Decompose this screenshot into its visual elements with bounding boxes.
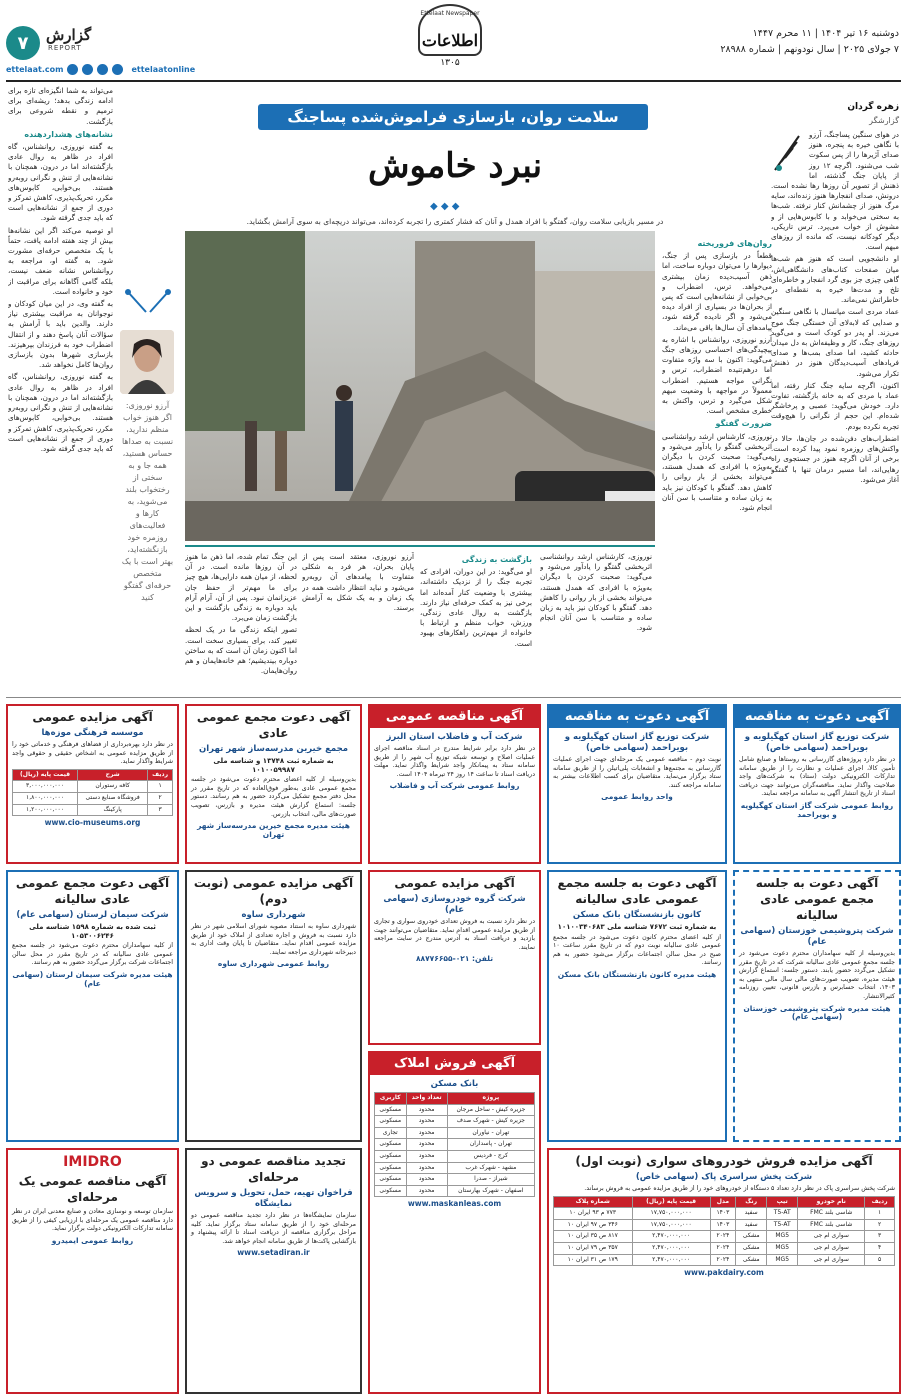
ad-title: آگهی دعوت مجمع عمومی عادی سالیانه <box>15 876 170 906</box>
table-cell: ۱,۸۰۰,۰۰۰,۰۰۰ <box>13 792 78 804</box>
table-cell: ۵ <box>865 1254 895 1266</box>
page-header <box>0 0 907 98</box>
table-cell: فروشگاه صنایع دستی <box>78 792 148 804</box>
table-header: ردیف <box>148 769 173 781</box>
ad-registration: به شماره ثبت ۱۳۷۴۸ و شناسه ملی ۱۰۱۰۰۵۹۹۸۷ <box>213 757 334 774</box>
ad-company: شرکت پتروشیمی خوزستان (سهامی عام) <box>740 926 894 947</box>
social-handle[interactable]: ettelaatonline <box>131 65 196 74</box>
ad-body: در نظر دارد بهره‌برداری از فضاهای فرهنگی و خدماتی خود را از طریق مزایده عمومی به اشخاص حقیقی و حقوقی واجد شرایط واگذار نماید. <box>12 741 173 766</box>
ad-tender-exhibition <box>185 1148 362 1394</box>
article-photo <box>185 231 655 541</box>
ad-company: فراخوان تهیه، حمل، تحویل و سرویس نمایشگاه <box>194 1188 353 1209</box>
table-cell: مسکونی <box>375 1162 407 1174</box>
ad-table <box>12 769 173 816</box>
table-row <box>554 1231 895 1243</box>
table-cell: ۲,۴۷۰,۰۰۰,۰۰۰ <box>632 1254 710 1266</box>
ad-assembly-bank <box>547 870 727 1142</box>
ad-body: بدین‌وسیله از کلیه سهامداران محترم دعوت می‌شود در جلسه مجمع عمومی عادی سالیانه شرکت که در تاریخ مقرر تشکیل می‌گردد حضور یابند. دستور جلسه: استماع گزارش هیئت مدیره، تصویب صورت‌های مالی سال مالی منتهی به ۱۴۰۳، انتخاب حسابرس و بازرس قانونی، تعیین روزنامه کثیرالانتشار. <box>739 950 895 1000</box>
ad-body: در نظر دارد نسبت به فروش تعدادی خودروی سواری و تجاری از طریق مزایده عمومی اقدام نماید. متقاضیان می‌توانند جهت بازدید و دریافت اسناد به آدرس مندرج در سایت مراجعه نمایند. <box>374 918 535 951</box>
paragraph: نوروزی، کارشناس ارشد روانشناسی اثربخشی گفتگو را یادآور می‌شود و می‌گوید: صحبت کردن با دیگران به‌ویژه با افرادی که همدل هستند، می‌تواند بخشی از بار روانی را کاهش دهد. گفتگو با کودکان نیز باید به زبان ساده و متناسب با سن آنان انجام شود. <box>662 431 772 513</box>
table-header: نام خودرو <box>798 1196 865 1208</box>
table-cell: ۷۷۳ م ۹۳ ایران ۱۰ <box>554 1208 633 1220</box>
ad-title: آگهی دعوت به جلسه مجمع عمومی عادی سالیانه <box>557 876 717 906</box>
ad-footer[interactable]: www.setadiran.ir <box>237 1248 310 1258</box>
ad-tender-2 <box>547 704 727 864</box>
ad-body: بدین‌وسیله از کلیه اعضای محترم دعوت می‌شود در جلسه مجمع عمومی عادی به‌طور فوق‌العاده که در تاریخ مقرر در محل دفتر مجمع تشکیل می‌گردد حضور به هم رسانند. دستور جلسه: استماع گزارش هیئت مدیره و بازرس، تصویب صورت‌های مالی، انتخاب بازرس. <box>191 776 356 818</box>
table-header: شماره پلاک <box>554 1196 633 1208</box>
table-cell: ۳۴۶ ص ۹۷ ایران ۱۰ <box>554 1219 633 1231</box>
subheading: ضرورت گفتگو <box>715 419 772 429</box>
table-cell: تجاری <box>375 1127 407 1139</box>
ad-registration: ثبت شده به شماره ۱۵۹۸ شناسه ملی ۱۰۵۳۰۰۶۲۴۶ <box>29 923 156 940</box>
ad-company: مجمع خیرین مدرسه‌ساز شهر تهران <box>199 744 348 754</box>
ad-footer[interactable]: www.cio-museums.org <box>44 818 141 828</box>
ad-property-sale <box>368 1051 541 1394</box>
header-divider <box>6 80 901 82</box>
table-cell: مسکونی <box>375 1150 407 1162</box>
ad-footer: تلفن: ۰۲۱-۸۸۷۷۶۶۵۵ <box>415 954 494 964</box>
table-cell: کافه رستوران <box>78 781 148 793</box>
table-cell: تهران - پاسداران <box>447 1139 534 1151</box>
table-cell: مسکونی <box>375 1104 407 1116</box>
paragraph: عماد مردی است میانسال با نگاهی سنگین و صدایی که لابه‌لای آن خستگی جنگ موج می‌زند. او پدر دو کودک است و می‌گوید روزهای جنگ، کار و وظیفه‌اش به دل میدان حادثه کشید، اما صدای بمب‌ها و صدای فریادهای آسیب‌دیدگان هنوز در ذهنش تکرار می‌شود. <box>771 307 899 378</box>
table-cell: محدود <box>406 1162 447 1174</box>
pins-icon <box>120 288 176 316</box>
article-lede: در مسیر بازیابی سلامت روان، گفتگو با افراد همدل و آنان که فشار کمتری را تجربه کرده‌اند، می‌تواند دریچه‌ای به سوی آرامش بگشاید. <box>246 217 664 226</box>
table-row <box>375 1127 535 1139</box>
table-cell: اصفهان - شهرک بهارستان <box>447 1185 534 1197</box>
ad-title: آگهی دعوت به مناقصه <box>735 706 899 728</box>
table-cell: محدود <box>406 1139 447 1151</box>
table-cell: سواری ام جی <box>798 1254 865 1266</box>
table-cell: ۱۴۰۳ <box>710 1208 735 1220</box>
ad-auction-cars <box>547 1148 901 1394</box>
table-cell: T5-AT <box>767 1208 798 1220</box>
ad-company: شرکت آب و فاضلاب استان البرز <box>386 732 523 742</box>
article-column-center <box>662 236 772 691</box>
table-cell: ۸۱۷ ص ۳۵ ایران ۱۰ <box>554 1231 633 1243</box>
table-cell: ۲۰۲۴ <box>710 1231 735 1243</box>
ad-body: از کلیه سهامداران محترم دعوت می‌شود در جلسه مجمع عمومی عادی سالیانه که در تاریخ مقرر در محل سالن اجتماعات شرکت برگزار می‌گردد حضور به هم رسانند. <box>12 942 173 967</box>
table-row <box>13 781 173 793</box>
table-row <box>13 792 173 804</box>
paragraph: آرزو نوروزی، روانشناس با اشاره به پیچیدگی‌های احساسی روزهای جنگ می‌گوید: اکنون با سه واژه متفاوت اما درهم‌تنیده اضطراب، ترس و نگرانی مواجه هستیم. اضطراب معمولاً در مواجهه با وضعیت مبهم شکل می‌گیرد و ترس، واکنش به خطری مشخص است. <box>662 334 772 416</box>
website-link[interactable]: ettelaat.com <box>6 65 64 74</box>
table-cell: مسکونی <box>375 1185 407 1197</box>
ad-title: آگهی مزایده فروش خودروهای سواری (نوبت اول) <box>575 1154 873 1168</box>
ad-title: تجدید مناقصه عمومی دو مرحله‌ای <box>201 1154 346 1184</box>
table-cell: ۱۴۰۳ <box>710 1219 735 1231</box>
ad-title: آگهی مناقصه عمومی یک مرحله‌ای <box>18 1174 167 1204</box>
table-cell: شاسی بلند FMC <box>798 1219 865 1231</box>
subheading: نشانه‌های هشداردهنده <box>24 129 113 139</box>
ad-tender-3 <box>368 704 541 864</box>
ad-body: سازمان توسعه و نوسازی معادن و صنایع معدنی ایران در نظر دارد مناقصه عمومی یک مرحله‌ای با ارزیابی کیفی را از طریق سامانه تدارکات الکترونیکی دولت برگزار نماید. <box>12 1208 173 1233</box>
ad-body: در نظر دارد برابر شرایط مندرج در اسناد مناقصه اجرای عملیات اصلاح و توسعه شبکه توزیع آب شهر را از طریق سامانه ستاد به پیمانکار واجد شرایط واگذار نماید. مهلت دریافت اسناد تا ساعت ۱۴ روز ۲۴ تیرماه ۱۴۰۴ است. <box>374 745 535 778</box>
masthead-name: اطلاعات <box>421 31 479 50</box>
table-cell: ۳۵۷ ص ۷۹ ایران ۱۰ <box>554 1242 633 1254</box>
table-header: مدل <box>710 1196 735 1208</box>
ad-assembly-cement <box>6 870 179 1142</box>
ad-footer: روابط عمومی شرکت آب و فاضلاب <box>389 781 520 791</box>
table-cell: تهران - نیاوران <box>447 1127 534 1139</box>
article-column-mid-left <box>302 552 414 692</box>
table-cell: MG5 <box>767 1242 798 1254</box>
ad-title: آگهی مزایده عمومی <box>394 876 515 890</box>
ad-auction-saveh <box>185 870 362 1142</box>
interviewee-photo <box>120 330 174 394</box>
table-cell: مشکی <box>736 1254 767 1266</box>
table-cell: ۱,۲۰۰,۰۰۰,۰۰۰ <box>13 804 78 816</box>
ad-tender-imidro <box>6 1148 179 1394</box>
table-row <box>554 1254 895 1266</box>
ad-footer: روابط عمومی شرکت گاز استان کهگیلویه و بویراحمد <box>740 800 894 819</box>
paragraph: به گفته نوروزی، روانشناس، گاه افراد در ظاهر به روال عادی بازگشته‌اند اما در درون، همچنان با نشانه‌هایی از تنش و نگرانی روبه‌رو هستند. بی‌خوابی، کابوس‌های مکرر، تحریک‌پذیری، کاهش تمرکز و دوری از جمع از نشانه‌هایی است که باید جدی گرفته شود. <box>8 142 113 223</box>
table-row <box>554 1208 895 1220</box>
table-header: ردیف <box>865 1196 895 1208</box>
table-row <box>13 804 173 816</box>
paragraph: اضطراب‌های دفن‌شده در جان‌ها، حالا در واکنش‌های روزمره نمود پیدا کرده است. برخی از آنان اگرچه هنوز در جستجوی راه رهایی‌اند، اما مسیر درمان تنها با گفتگو آغاز می‌شود. <box>771 433 899 484</box>
table-cell: مشکی <box>736 1242 767 1254</box>
ad-registration: به شماره ثبت ۷۶۷۲ شناسه ملی ۱۰۱۰۰۳۴۰۶۸۳ <box>557 923 717 931</box>
article-column-far-left <box>8 86 113 691</box>
paragraph: او توصیه می‌کند اگر این نشانه‌ها بیش از چند هفته ادامه یافت، حتماً با یک متخصص حرفه‌ای مشورت شود. به گفته او، مراجعه به روانشناس نشانه ضعف نیست، بلکه گامی آگاهانه برای مراقبت از خود و خانواده است. <box>8 225 113 296</box>
table-cell: شیراز - صدرا <box>447 1174 534 1186</box>
ad-title: آگهی دعوت به مناقصه <box>549 706 725 728</box>
table-cell: ۱۷,۷۵۰,۰۰۰,۰۰۰ <box>632 1208 710 1220</box>
table-cell: سفید <box>736 1208 767 1220</box>
ad-company: شرکت توزیع گاز استان کهگیلویه و بویراحمد (سهامی خاص) <box>744 732 890 753</box>
ad-company: شرکت گروه خودروسازی (سهامی عام) <box>383 894 526 915</box>
ad-footer: واحد روابط عمومی <box>601 792 673 802</box>
table-cell: ۳ <box>865 1231 895 1243</box>
paragraph: او دانشجویی است که هنوز هم شب‌ها میان صفحات کتاب‌های دانشگاهی‌اش، گاهی چیزی جز بوی گرد انفجار و خاطره‌ای تلخ و مدت‌ها خیره به نقطه‌ای در خاطراتش نمی‌ماند. <box>771 254 899 305</box>
table-row <box>375 1162 535 1174</box>
table-row <box>375 1150 535 1162</box>
table-cell: ۲۰۲۴ <box>710 1242 735 1254</box>
paragraph: اکنون، اگرچه سایه جنگ کنار رفته، اما عماد با مردی که به خانه بازگشته، تفاوت دارد. خودش می‌گوید: عصبی و پرخاشگر شده‌ام. این حجم از نگرانی را هیچ‌وقت تجربه نکرده بودم. <box>771 380 899 431</box>
ad-company: شرکت پخش سراسری پاک (سهامی خاص) <box>635 1172 813 1182</box>
ad-footer: هیئت مدیره شرکت پتروشیمی خوزستان (سهامی عام) <box>743 1003 891 1022</box>
ad-footer[interactable]: www.pakdairy.com <box>684 1268 764 1278</box>
table-cell: ۱۷,۷۵۰,۰۰۰,۰۰۰ <box>632 1219 710 1231</box>
paragraph: نوروزی، کارشناس ارشد روانشناسی اثربخشی گفتگو را یادآور می‌شود و می‌گوید: صحبت کردن با دیگران به‌ویژه با افرادی که همدل هستند، می‌تواند بخشی از بار روانی را کاهش دهد. گفتگو با کودکان نیز باید به زبان ساده و متناسب با سن آنان انجام شود. <box>540 552 652 633</box>
table-cell: مسکونی <box>375 1139 407 1151</box>
paragraph: او می‌گوید: در این دوران، افرادی که تجربه جنگ را از نزدیک داشته‌اند، بیشتری با وضعیت کنار آمده‌اند اما برخی نیز به کمک حرفه‌ای نیاز دارند. بازگشت به روال عادی زندگی، ورزش، خواب منظم و ارتباط با خانواده از مهم‌ترین راهکارهای بهبود است. <box>420 567 532 648</box>
paragraph: می‌تواند به شما انگیزه‌ای تازه برای ادامه زندگی بدهد؛ ریشه‌ای برای ترمیم و نقطه شروعی برای بازگشت. <box>8 86 113 126</box>
table-cell: پارکینگ <box>78 804 148 816</box>
table-cell: محدود <box>406 1185 447 1197</box>
table-header: رنگ <box>736 1196 767 1208</box>
table-cell: محدود <box>406 1127 447 1139</box>
table-row <box>375 1174 535 1186</box>
page-number-badge: ۷ <box>6 26 40 60</box>
table-cell: ۳,۰۰۰,۰۰۰,۰۰۰ <box>13 781 78 793</box>
table-row <box>554 1219 895 1231</box>
table-cell: جزیره کیش - ساحل مرجان <box>447 1104 534 1116</box>
article-column-mid-right <box>540 552 652 692</box>
table-cell: کرج - فردیس <box>447 1150 534 1162</box>
table-cell: ۱۷۹ ص ۳۱ ایران ۱۰ <box>554 1254 633 1266</box>
ad-table <box>553 1196 895 1267</box>
table-row <box>375 1116 535 1128</box>
table-cell: ۳ <box>148 804 173 816</box>
ad-footer: روابط عمومی شهرداری ساوه <box>217 959 330 969</box>
twitter-icon[interactable] <box>97 64 108 75</box>
table-header: کاربری <box>375 1093 407 1105</box>
table-row <box>375 1185 535 1197</box>
ad-company: موسسه فرهنگی موزه‌ها <box>41 728 144 738</box>
ad-company: شرکت توزیع گاز استان کهگیلویه و بویراحمد (سهامی خاص) <box>564 732 710 753</box>
table-cell: مشکی <box>736 1231 767 1243</box>
masthead-english: Ettelaat Newspaper <box>420 10 480 17</box>
section-name: گزارش <box>46 26 92 44</box>
ad-title: آگهی مناقصه عمومی <box>370 706 539 728</box>
table-header: پروژه <box>447 1093 534 1105</box>
table-header: قیمت پایه (ریال) <box>632 1196 710 1208</box>
issue-number: ۷ جولای ۲۰۲۵ | سال نودونهم | شماره ۲۸۹۸۸ <box>720 44 899 55</box>
ad-assembly-petrochem <box>733 870 901 1142</box>
table-cell: سواری ام جی <box>798 1231 865 1243</box>
table-cell: شاسی بلند FMC <box>798 1208 865 1220</box>
imidro-logo: IMIDRO <box>63 1154 122 1170</box>
table-row <box>375 1104 535 1116</box>
ad-title: آگهی مزایده عمومی (نوبت دوم) <box>193 876 354 906</box>
ad-company: کانون بازنشستگان بانک مسکن <box>572 910 702 920</box>
table-cell: مسکونی <box>375 1174 407 1186</box>
ad-body: در نظر دارد پروژه‌های گازرسانی به روستاها و صنایع شامل تأمین کالا، اجرای عملیات و نظارت را از طریق سامانه تدارکات الکترونیکی دولت (ستاد) به شرکت‌های واجد صلاحیت واگذار نماید. مناقصه‌گران می‌توانند جهت دریافت اسناد از تاریخ انتشار آگهی به سامانه مراجعه نمایند. <box>739 756 895 798</box>
ad-tender-1 <box>733 704 901 864</box>
table-cell: سواری ام جی <box>798 1242 865 1254</box>
instagram-icon[interactable] <box>67 64 78 75</box>
ad-footer: هیئت مدیره مجمع خیرین مدرسه‌ساز شهر تهران <box>197 821 350 839</box>
ad-company: بانک مسکن <box>430 1079 479 1089</box>
article-headline: نبرد خاموش <box>367 146 543 186</box>
ad-title: آگهی دعوت مجمع عمومی عادی <box>196 710 351 740</box>
ad-body: سازمان نمایشگاه‌ها در نظر دارد تجدید مناقصه عمومی دو مرحله‌ای خود را از طریق سامانه ستاد برگزار نماید. کلیه مراحل برگزاری مناقصه از دریافت اسناد تا ارائه پیشنهاد و بازگشایی پاکت‌ها از طریق سامانه انجام خواهد شد. <box>191 1212 356 1245</box>
ad-title: آگهی فروش املاک <box>370 1053 539 1075</box>
table-cell: ۱ <box>865 1208 895 1220</box>
table-cell: ۲,۴۷۰,۰۰۰,۰۰۰ <box>632 1231 710 1243</box>
ad-body: از کلیه اعضای محترم کانون دعوت می‌شود در جلسه مجمع عمومی عادی سالیانه نوبت دوم که در تاریخ مقرر ساعت ۱۰ صبح در محل سالن اجتماعات برگزار می‌شود حضور به هم رسانند. <box>553 933 721 967</box>
table-cell: ۲۰۲۴ <box>710 1254 735 1266</box>
article-column-mid <box>420 552 532 692</box>
article-column-right <box>771 130 899 690</box>
table-cell: MG5 <box>767 1231 798 1243</box>
ad-body: شهرداری ساوه به استناد مصوبه شورای اسلامی شهر در نظر دارد نسبت به فروش و اجاره تعدادی از املاک خود از طریق مزایده عمومی اقدام نماید. متقاضیان تا پایان وقت اداری به دبیرخانه شهرداری مراجعه نمایند. <box>191 923 356 956</box>
ad-auction-1 <box>6 704 179 864</box>
ad-title: آگهی مزایده عمومی <box>32 710 153 724</box>
table-cell: محدود <box>406 1104 447 1116</box>
table-header: تیپ <box>767 1196 798 1208</box>
ad-footer: هیئت مدیره شرکت سیمان لرستان (سهامی عام) <box>12 969 173 988</box>
ad-company: شهرداری ساوه <box>241 910 306 920</box>
table-cell: محدود <box>406 1116 447 1128</box>
masthead-year: ۱۳۰۵ <box>440 58 460 68</box>
quill-icon <box>771 130 805 174</box>
newspaper-masthead <box>400 4 500 74</box>
ad-body: نوبت دوم - مناقصه عمومی یک مرحله‌ای جهت اجرای عملیات گازرسانی به مجتمع‌ها و انشعابات پلی‌اتیلن را از طریق سامانه ستاد برگزار می‌نماید. متقاضیان برای کسب اطلاعات بیشتر به سامانه مراجعه کنند. <box>553 756 721 789</box>
pull-quote: آرزو نوروزی: اگر هنوز خواب منظم ندارید، نسبت به صداها حساس هستید، همه جا و به سختی از رختخواب بلند می‌شوید، به کارها و فعالیت‌های روزمره خود بازنگشته‌اید، بهتر است با یک متخصص حرفه‌ای گفتگو کنید <box>121 401 174 602</box>
table-cell: جزیره کیش - شهرک صدف <box>447 1116 534 1128</box>
table-row <box>554 1242 895 1254</box>
paragraph: قطعاً در بازسازی پس از جنگ، دیوارها را می‌توان دوباره ساخت، اما ذهن آسیب‌دیده زمان بیشتری می‌خواهد. ترس، اضطراب و بی‌خوابی از نشانه‌هایی است که پس از بحران‌ها در بسیاری از افراد دیده می‌شود و اگر نادیده گرفته شود، پیامدهای آن سال‌ها باقی می‌ماند. <box>662 251 772 332</box>
ad-title: آگهی دعوت به جلسه مجمع عمومی عادی سالیانه <box>755 876 879 922</box>
table-cell: ۱ <box>148 781 173 793</box>
aparat-icon[interactable] <box>112 64 123 75</box>
section-name-en: REPORT <box>48 44 82 52</box>
author-role: گزارشگر <box>869 116 899 125</box>
table-cell: مشهد - شهرک غرب <box>447 1162 534 1174</box>
photo-rule <box>185 545 655 547</box>
table-cell: ۲,۴۷۰,۰۰۰,۰۰۰ <box>632 1242 710 1254</box>
table-cell: سفید <box>736 1219 767 1231</box>
table-cell: ۲ <box>148 792 173 804</box>
table-header: قیمت پایه (ریال) <box>13 769 78 781</box>
author-name: زهره گردان <box>847 102 899 112</box>
paragraph: تصور اینکه زندگی ما در یک لحظه تغییر کند، برای بسیاری سخت است. اما اکنون زمان آن است که به ساختن دوباره بیندیشیم؛ هم خانه‌هایمان و هم روان‌هایمان. <box>185 625 297 676</box>
paragraph: این جنگ تمام شده، اما ذهن ما هنوز در آن روزها مانده است. در آن لحظه، از میان همه دارایی‌ها، هیچ چیز برای ما مهم‌تر از حفظ جان عزیزانمان نبود. پس از آن، آرام آرام باید دوباره به زندگی بازگشت و این بازگشت زمان می‌برد. <box>185 552 297 623</box>
chevron-divider-icon: ◆ ◆ ◆ <box>430 201 460 212</box>
table-header: شرح <box>78 769 148 781</box>
table-row <box>375 1139 535 1151</box>
telegram-icon[interactable] <box>82 64 93 75</box>
article-kicker: سلامت روان، بازسازی فراموش‌شده پساجنگ <box>258 104 648 130</box>
paragraph: به گفته نوروزی، روانشناس، گاه افراد در ظاهر به روال عادی بازگشته‌اند اما در درون، همچنان با نشانه‌هایی از تنش و نگرانی روبه‌رو هستند. بی‌خوابی، کابوس‌های مکرر، تحریک‌پذیری، کاهش تمرکز و دوری از جمع از نشانه‌هایی است که باید جدی گرفته شود. <box>8 372 113 453</box>
paragraph: به گفته وی، در این میان کودکان و نوجوانان به مراقبت بیشتری نیاز دارند. والدین باید با آرامش به سؤالات آنان پاسخ دهند و از انتقال اضطراب خود به فرزندان بپرهیزند. بازسازی شهرها بدون بازسازی روان‌ها کامل نخواهد شد. <box>8 299 113 370</box>
issue-date: دوشنبه ۱۶ تیر ۱۴۰۴ | ۱۱ محرم ۱۴۴۷ <box>752 28 899 39</box>
table-cell: T5-AT <box>767 1219 798 1231</box>
subheading: روان‌های فروریخته <box>697 239 772 248</box>
ad-table <box>374 1092 535 1197</box>
ad-footer: روابط عمومی ایمیدرو <box>51 1235 134 1245</box>
ad-footer: هیئت مدیره کانون بازنشستگان بانک مسکن <box>557 969 717 979</box>
table-cell: محدود <box>406 1150 447 1162</box>
ads-divider <box>6 697 901 698</box>
table-cell: مسکونی <box>375 1116 407 1128</box>
ad-footer[interactable]: www.maskanleas.com <box>407 1199 502 1209</box>
table-header: تعداد واحد <box>406 1093 447 1105</box>
table-cell: ۲ <box>865 1219 895 1231</box>
ad-auction-auto <box>368 870 541 1045</box>
social-links <box>6 64 195 75</box>
paragraph: در هوای سنگین پساجنگ، آرزو با نگاهی خیره به پنجره، هنوز صدای آژیرها را از پس سکوت شب می‌شنود. اگرچه ۱۲ روز از پایان جنگ گذشته، اما ذهنش از تصویر آن روزها رها نشده است. درونش، صدای انفجارها هنوز زنده‌اند، سایه مرگ هنوز از چشمانش کنار نرفته. شب‌ها به سختی می‌خوابد و با کابوس‌هایی از و مشوش از خواب می‌پرد. ترس تاریکی، دیگر کودکانه نیست، که مانده از روزهای مبهم است. <box>771 130 899 252</box>
subheading: بازگشت به زندگی <box>461 555 532 564</box>
ad-body: شرکت پخش سراسری پاک در نظر دارد تعداد ۵ دستگاه از خودروهای خود را از طریق مزایده عمومی به فروش برساند. <box>584 1185 895 1192</box>
paragraph: آرزو نوروزی، معتقد است پس از پایان بحران، هر فرد به شکلی متفاوت با پیامدهای آن روبه‌رو می‌شود و نباید انتظار داشت همه در یک زمان و به یک شکل به آرامش برسند. <box>302 552 414 613</box>
ad-assembly-1 <box>185 704 362 864</box>
table-cell: ۴ <box>865 1242 895 1254</box>
table-cell: MG5 <box>767 1254 798 1266</box>
table-cell: محدود <box>406 1174 447 1186</box>
ad-company: شرکت سیمان لرستان (سهامی عام) <box>16 910 169 920</box>
article-column-left <box>185 552 297 692</box>
